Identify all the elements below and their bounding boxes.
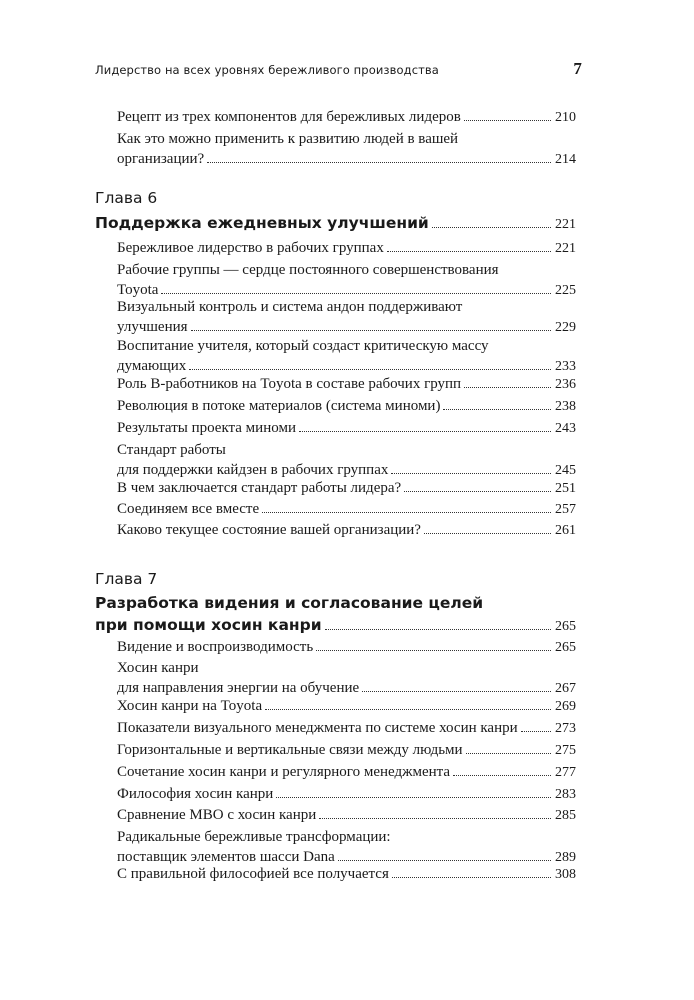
- toc-entry[interactable]: Каково текущее состояние вашей организации? 261: [117, 520, 576, 541]
- toc-page-number: 225: [555, 283, 576, 298]
- toc-page-number: 261: [555, 523, 576, 538]
- toc-page-number: 273: [555, 721, 576, 736]
- toc-entry[interactable]: Соединяем все вместе 257: [117, 499, 576, 520]
- toc-entry[interactable]: Радикальные бережливые трансформации: поставщик элементов шасси Dana 289: [117, 827, 576, 868]
- toc-page-number: 265: [555, 619, 576, 634]
- toc-entry[interactable]: Философия хосин канри 283: [117, 784, 576, 805]
- toc-entry[interactable]: Результаты проекта миноми 243: [117, 418, 576, 439]
- chapter-6-label: Глава 6: [95, 189, 158, 207]
- running-title: Лидерство на всех уровнях бережливого производства: [95, 63, 439, 77]
- toc-page-number: 257: [555, 502, 576, 517]
- toc-entry[interactable]: Роль B-работников на Toyota в составе рабочих групп 236: [117, 374, 576, 395]
- dot-leader: [432, 227, 551, 228]
- toc-entry[interactable]: Революция в потоке материалов (система миноми) 238: [117, 396, 576, 417]
- running-header: [95, 59, 582, 81]
- dot-leader: [207, 162, 551, 163]
- toc-page-number: 214: [555, 152, 576, 167]
- toc-entry[interactable]: Стандарт работы для поддержки кайдзен в рабочих группах 245: [117, 440, 576, 481]
- toc-page-number: 243: [555, 421, 576, 436]
- toc-entry[interactable]: Визуальный контроль и система андон поддерживают улучшения 229: [117, 297, 576, 338]
- toc-page-number: 275: [555, 743, 576, 758]
- dot-leader: [464, 387, 551, 388]
- toc-entry[interactable]: Сочетание хосин канри и регулярного менеджмента 277: [117, 762, 576, 783]
- toc-entry[interactable]: В чем заключается стандарт работы лидера? 251: [117, 478, 576, 499]
- toc-page-number: 267: [555, 681, 576, 696]
- toc-entry[interactable]: Бережливое лидерство в рабочих группах 221: [117, 238, 576, 259]
- toc-page-number: 238: [555, 399, 576, 414]
- toc-entry[interactable]: Горизонтальные и вертикальные связи между людьми 275: [117, 740, 576, 761]
- chapter-7-label: Глава 7: [95, 570, 158, 588]
- toc-entry[interactable]: Хосин канри для направления энергии на обучение 267: [117, 658, 576, 699]
- dot-leader: [265, 709, 551, 710]
- dot-leader: [424, 533, 551, 534]
- dot-leader: [392, 877, 551, 878]
- toc-entry[interactable]: С правильной философией все получается 308: [117, 864, 576, 885]
- toc-page-number: 277: [555, 765, 576, 780]
- dot-leader: [387, 251, 551, 252]
- chapter-6-title[interactable]: Поддержка ежедневных улучшений 221: [95, 212, 576, 236]
- toc-page-number: 229: [555, 320, 576, 335]
- toc-page-number: 289: [555, 850, 576, 865]
- toc-entry[interactable]: Показатели визуального менеджмента по системе хосин канри 273: [117, 718, 576, 739]
- toc-page-number: 210: [555, 110, 576, 125]
- toc-page-number: 283: [555, 787, 576, 802]
- dot-leader: [299, 431, 551, 432]
- toc-entry[interactable]: Видение и воспроизводимость 265: [117, 637, 576, 658]
- dot-leader: [325, 629, 551, 630]
- dot-leader: [319, 818, 551, 819]
- toc-entry[interactable]: Хосин канри на Toyota 269: [117, 696, 576, 717]
- dot-leader: [464, 120, 551, 121]
- dot-leader: [466, 753, 551, 754]
- chapter-7-title[interactable]: Разработка видения и согласование целей при помощи хосин канри 265: [95, 592, 576, 638]
- dot-leader: [161, 293, 551, 294]
- dot-leader: [276, 797, 551, 798]
- toc-page-number: 265: [555, 640, 576, 655]
- toc-entry[interactable]: Сравнение MBO с хосин канри 285: [117, 805, 576, 826]
- dot-leader: [362, 691, 551, 692]
- toc-page-number: 221: [555, 217, 576, 232]
- toc-page-number: 251: [555, 481, 576, 496]
- toc-page-number: 269: [555, 699, 576, 714]
- dot-leader: [316, 650, 551, 651]
- dot-leader: [262, 512, 551, 513]
- toc-page-number: 245: [555, 463, 576, 478]
- dot-leader: [521, 731, 551, 732]
- toc-entry[interactable]: Рабочие группы — сердце постоянного совершенствования Toyota 225: [117, 260, 576, 301]
- toc-entry[interactable]: Воспитание учителя, который создаст критическую массу думающих 233: [117, 336, 576, 377]
- page-number: 7: [573, 59, 582, 78]
- dot-leader: [404, 491, 551, 492]
- dot-leader: [338, 860, 551, 861]
- toc-page-number: 285: [555, 808, 576, 823]
- dot-leader: [191, 330, 551, 331]
- toc-entry[interactable]: Как это можно применить к развитию людей в вашей организации? 214: [117, 129, 576, 170]
- dot-leader: [443, 409, 551, 410]
- toc-entry[interactable]: Рецепт из трех компонентов для бережливых лидеров 210: [117, 107, 576, 128]
- toc-page-number: 221: [555, 241, 576, 256]
- dot-leader: [391, 473, 551, 474]
- toc-page-number: 236: [555, 377, 576, 392]
- toc-page-number: 308: [555, 867, 576, 882]
- dot-leader: [189, 369, 551, 370]
- dot-leader: [453, 775, 551, 776]
- toc-page-number: 233: [555, 359, 576, 374]
